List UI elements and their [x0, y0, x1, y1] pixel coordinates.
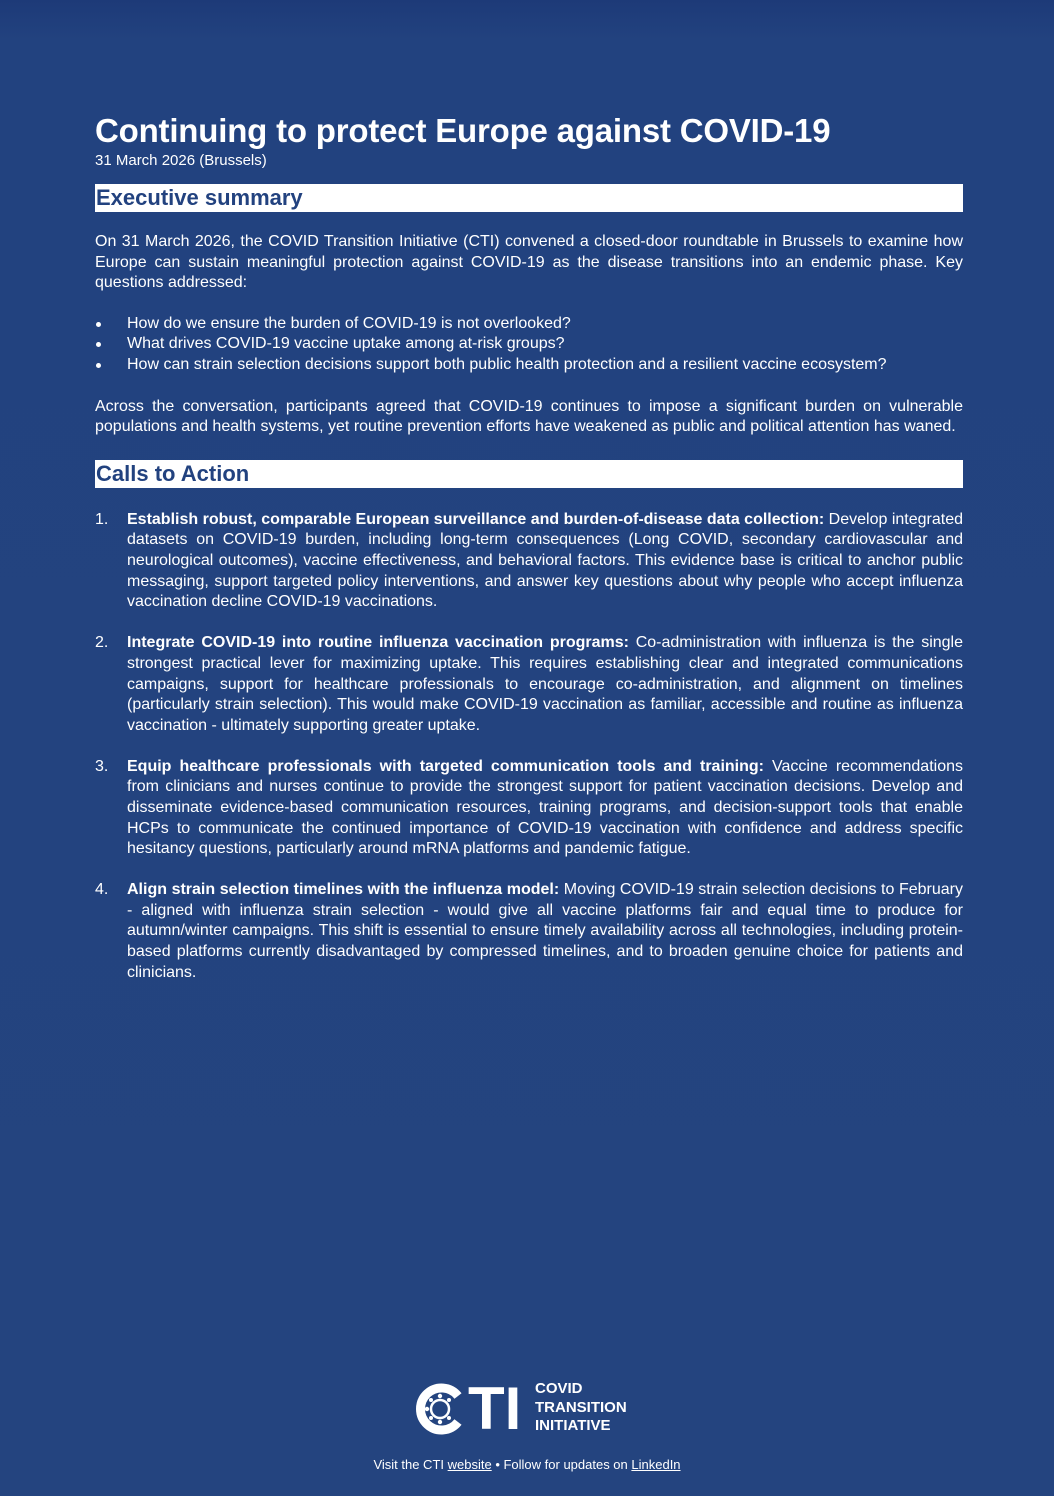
executive-summary-intro: On 31 March 2026, the COVID Transition Initiative (CTI) convened a closed-door roundtable in Brussels to examine how Europe can sustain meaningful protection against COVID-19 as the disease transitions into an endemic phase. Key questions addressed: — [95, 233, 963, 291]
list-item: How can strain selection decisions support both public health protection and a resilient vaccine ecosystem? — [95, 355, 963, 376]
action-item — [95, 880, 963, 983]
action-text: Co-administration with influenza is the single strongest practical lever for maximizing uptake. This requires establishing clear and integrated communications campaigns, support for healthcare professionals to encourage co-administration, and alignment on timelines (particularly strain selection). This would make COVID-19 vaccination as familiar, accessible and routine as influenza vaccination - ultimately supporting greater uptake. — [127, 634, 963, 734]
virus-c-icon — [414, 1382, 466, 1436]
action-item — [95, 633, 963, 736]
logo-letter-t: T — [468, 1375, 503, 1442]
action-number: 2. — [95, 634, 109, 652]
bullet-icon — [96, 322, 101, 327]
calls-to-action-list — [95, 510, 963, 983]
cti-logo — [414, 1375, 654, 1442]
action-title: Align strain selection timelines with the influenza model: — [127, 881, 560, 899]
list-item: How do we ensure the burden of COVID-19 is not overlooked? — [95, 314, 963, 335]
footer-links: Visit the CTI website • Follow for updates on LinkedIn — [373, 1457, 681, 1472]
website-link[interactable]: website — [447, 1457, 492, 1472]
action-number: 1. — [95, 510, 109, 528]
linkedin-link[interactable]: LinkedIn — [631, 1457, 681, 1472]
page-title: Continuing to protect Europe against COVID-19 — [95, 112, 831, 149]
list-item: What drives COVID-19 vaccine uptake among at-risk groups? — [95, 334, 963, 355]
executive-summary-heading: Executive summary — [95, 184, 963, 212]
action-item — [95, 757, 963, 860]
action-number: 3. — [95, 757, 109, 775]
document-body — [95, 110, 963, 1004]
logo-letter-i: I — [504, 1375, 522, 1442]
calls-to-action-heading: Calls to Action — [95, 460, 963, 488]
logo-wordmark — [535, 1380, 627, 1436]
logo-word: INITIATIVE — [535, 1417, 611, 1434]
executive-summary-conclusion: Across the conversation, participants agreed that COVID-19 continues to impose a significant burden on vulnerable populations and health systems, yet routine prevention efforts have weakened as public and political attention has waned. — [95, 397, 963, 436]
action-title: Integrate COVID-19 into routine influenza vaccination programs: — [127, 634, 629, 652]
key-questions-list — [95, 314, 963, 376]
action-text: Moving COVID-19 strain selection decisions to February - aligned with influenza strain selection - would give all vaccine platforms fair and equal time to produce for autumn/winter campaigns. This shift is essential to ensure timely availability across all technologies, including protein-based platforms currently disadvantaged by compressed timelines, and to broaden genuine choice for patients and clinicians. — [127, 881, 963, 981]
bullet-icon — [96, 363, 101, 368]
dateline: 31 March 2026 (Brussels) — [95, 152, 267, 169]
action-text: Develop integrated datasets on COVID-19 burden, including long-term consequences (Long COVID, secondary cardiovascular and neurological outcomes), vaccine effectiveness, and behavioral factors. This evidence base is critical to anchor public messaging, support targeted policy interventions, and answer key questions about why people who accept influenza vaccination decline COVID-19 vaccinations. — [127, 510, 963, 611]
action-text: Vaccine recommendations from clinicians and nurses continue to provide the strongest support for patient vaccination decisions. Develop and disseminate evidence-based communication resources, training programs, and decision-support tools that enable HCPs to communicate the continued importance of COVID-19 vaccination with confidence and address specific hesitancy questions, particularly around mRNA platforms and pandemic fatigue. — [127, 757, 964, 858]
action-title: Equip healthcare professionals with targeted communication tools and training: — [127, 757, 764, 775]
action-number: 4. — [95, 881, 109, 899]
logo-mark — [414, 1375, 522, 1442]
bullet-icon — [96, 342, 101, 347]
logo-word: COVID — [535, 1380, 583, 1397]
logo-word: TRANSITION — [535, 1398, 627, 1416]
action-title: Establish robust, comparable European surveillance and burden-of-disease data collection: — [127, 510, 825, 528]
action-item — [95, 510, 963, 613]
